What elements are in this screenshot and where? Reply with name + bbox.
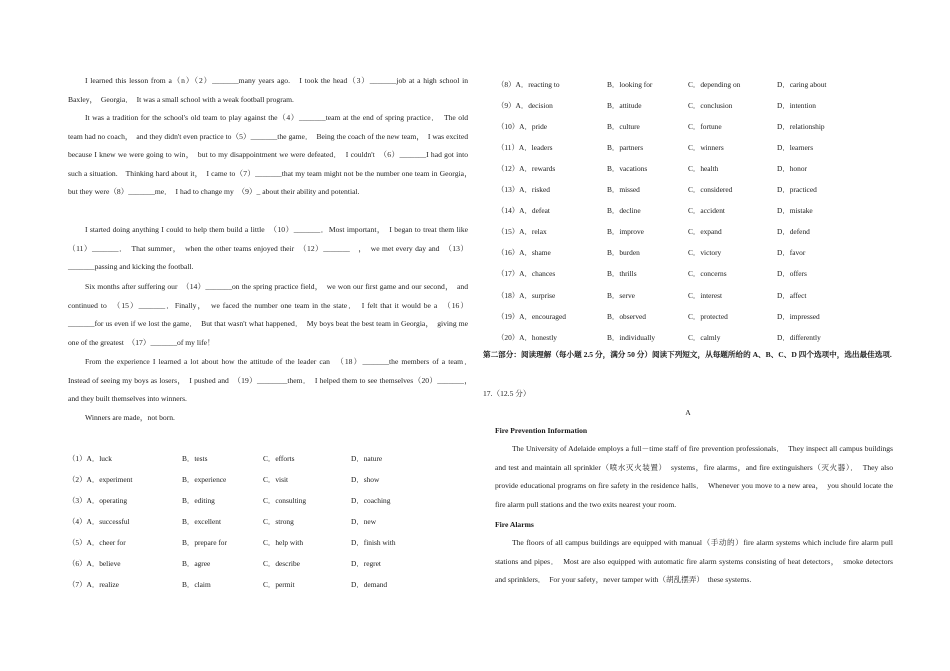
option-b[interactable]: B．thrills: [607, 269, 637, 278]
option-b[interactable]: B．vacations: [607, 164, 648, 173]
option-b[interactable]: B．excellent: [182, 517, 221, 526]
passage-paragraph-1: I learned this lesson from a（n）（2）_______many years ago. I took the head（3）_______job at a high school in Baxley， Georgia． It was a small school with a weak football program.: [68, 76, 468, 104]
option-b[interactable]: B．partners: [607, 143, 644, 152]
passage-paragraph-2: It was a tradition for the school's old team to play against the（4）_______team at the end of spring practice． The old team had no coach， and they didn't even practice to（5）_______the game． Being the coach of the new team， I was excited because I knew we were going to win， but to my disappointment we were defeated． I couldn't （6）_______I had got into such a situation. Thinking hard about it， I came to（7）_______that my team might not be the number one team in Georgia， but they were（8）_______me． I had to change my （9）_ about their ability and potential.: [68, 113, 476, 197]
option-c[interactable]: C．interest: [688, 291, 723, 300]
option-a[interactable]: （6）A．believe: [68, 559, 121, 568]
option-d[interactable]: D．coaching: [351, 496, 391, 505]
option-a[interactable]: （19）A．encouraged: [497, 312, 566, 321]
option-b[interactable]: B．missed: [607, 185, 640, 194]
option-b[interactable]: B．claim: [182, 580, 211, 589]
option-d[interactable]: D．learners: [777, 143, 814, 152]
option-d[interactable]: D．favor: [777, 248, 806, 257]
option-d[interactable]: D．demand: [351, 580, 388, 589]
option-d[interactable]: D．new: [351, 517, 377, 526]
fire-prevention-paragraph: The University of Adelaide employs a full－time staff of fire prevention professionals． They inspect all campus buildings and test and maintain all sprinkler（喷水灭火装置） systems，fire alarms，and fire extinguishers（灭火器）． They also provide educational programs on fire safety in the residence halls． Whenever you move to a new area， you should locate the fire alarm pull stations and the two exits nearest your room.: [495, 444, 893, 509]
option-a[interactable]: （11）A．leaders: [497, 143, 553, 152]
option-d[interactable]: D．relationship: [777, 122, 825, 131]
option-d[interactable]: D．intention: [777, 101, 817, 110]
option-a[interactable]: （7）A．realize: [68, 580, 119, 589]
option-d[interactable]: D．regret: [351, 559, 381, 568]
option-b[interactable]: B．improve: [607, 227, 644, 236]
option-c[interactable]: C．accident: [688, 206, 725, 215]
option-d[interactable]: D．caring about: [777, 80, 827, 89]
option-a[interactable]: （1）A．luck: [68, 454, 112, 463]
fire-alarms-paragraph: The floors of all campus buildings are equipped with manual（手动的）fire alarm systems which include fire alarm pull stations and pipes． Most are also equipped with automatic fire alarm systems consisting of heat detectors， smoke detectors and sprinklers． For your safety，never tamper with（胡乱摆弄） these systems.: [495, 538, 893, 585]
option-b[interactable]: B．prepare for: [182, 538, 227, 547]
passage-paragraph-3: I started doing anything I could to help them build a little （10）_______．Most important， I began to treat them like （11）_______． That summer， when the other teams enjoyed their （12）_______ ， we met every day and （13）_______passing and kicking the football.: [68, 225, 476, 272]
option-a[interactable]: （8）A．reacting to: [497, 80, 560, 89]
option-c[interactable]: C．permit: [263, 580, 295, 589]
option-b[interactable]: B．editing: [182, 496, 215, 505]
option-d[interactable]: D．offers: [777, 269, 807, 278]
option-a[interactable]: （2）A．experiment: [68, 475, 133, 484]
option-b[interactable]: B．looking for: [607, 80, 653, 89]
passage-closing-line: Winners are made，not born.: [85, 413, 175, 422]
option-a[interactable]: （12）A．rewards: [497, 164, 556, 173]
option-c[interactable]: C．strong: [263, 517, 294, 526]
option-c[interactable]: C．health: [688, 164, 719, 173]
option-a[interactable]: （20）A．honestly: [497, 333, 557, 342]
option-a[interactable]: （17）A．chances: [497, 269, 556, 278]
option-d[interactable]: D．affect: [777, 291, 807, 300]
option-d[interactable]: D．practiced: [777, 185, 817, 194]
option-c[interactable]: C．conclusion: [688, 101, 733, 110]
passage-paragraph-5: From the experience I learned a lot about how the attitude of the leader can （18）_______the members of a team． Instead of seeing my boys as losers， I pushed and （19）________them． I helped them to see themselves（20）_______， and they built themselves into winners.: [68, 357, 476, 404]
option-a[interactable]: （10）A．pride: [497, 122, 548, 131]
option-c[interactable]: C．help with: [263, 538, 304, 547]
option-c[interactable]: C．describe: [263, 559, 300, 568]
heading-fire-alarms: Fire Alarms: [495, 520, 534, 529]
option-d[interactable]: D．differently: [777, 333, 821, 342]
option-b[interactable]: B．individually: [607, 333, 656, 342]
option-d[interactable]: D．honor: [777, 164, 807, 173]
option-a[interactable]: （15）A．relax: [497, 227, 547, 236]
passage-paragraph-4: Six months after suffering our （14）_______on the spring practice field， we won our first game and our second， and continued to （15）_______．Finally， we faced the number one team in the state． I felt that it would be a （16）_______for us even if we lost the game． But that wasn't what happened． My boys beat the best team in Georgia， giving me one of the greatest （17）_______of my life！: [68, 282, 468, 347]
option-a[interactable]: （18）A．surprise: [497, 291, 556, 300]
question-number: 17.（12.5 分）: [483, 389, 531, 398]
option-b[interactable]: B．tests: [182, 454, 208, 463]
heading-fire-prevention: Fire Prevention Information: [495, 426, 588, 435]
option-c[interactable]: C．visit: [263, 475, 289, 484]
section-2-instructions: 第二部分：阅读理解（每小题 2.5 分，满分 50 分）阅读下列短文，从每题所给的 A、B、C、D 四个选项中，选出最佳选项.: [483, 350, 892, 359]
option-b[interactable]: B．burden: [607, 248, 640, 257]
option-c[interactable]: C．fortune: [688, 122, 722, 131]
option-d[interactable]: D．impressed: [777, 312, 820, 321]
option-b[interactable]: B．observed: [607, 312, 646, 321]
option-b[interactable]: B．experience: [182, 475, 227, 484]
option-d[interactable]: D．defend: [777, 227, 810, 236]
option-c[interactable]: C．considered: [688, 185, 733, 194]
option-a[interactable]: （4）A．successful: [68, 517, 130, 526]
option-b[interactable]: B．serve: [607, 291, 635, 300]
option-a[interactable]: （3）A．operating: [68, 496, 128, 505]
option-b[interactable]: B．decline: [607, 206, 641, 215]
option-a[interactable]: （5）A．cheer for: [68, 538, 126, 547]
option-c[interactable]: C．consulting: [263, 496, 307, 505]
option-a[interactable]: （13）A．risked: [497, 185, 550, 194]
option-c[interactable]: C．efforts: [263, 454, 295, 463]
passage-letter: A: [685, 408, 691, 417]
option-c[interactable]: C．calmly: [688, 333, 721, 342]
option-c[interactable]: C．expand: [688, 227, 722, 236]
option-b[interactable]: B．culture: [607, 122, 640, 131]
option-c[interactable]: C．depending on: [688, 80, 741, 89]
option-b[interactable]: B．attitude: [607, 101, 642, 110]
option-c[interactable]: C．concerns: [688, 269, 727, 278]
option-d[interactable]: D．mistake: [777, 206, 813, 215]
option-c[interactable]: C．winners: [688, 143, 724, 152]
option-d[interactable]: D．finish with: [351, 538, 396, 547]
option-a[interactable]: （14）A．defeat: [497, 206, 550, 215]
option-d[interactable]: D．show: [351, 475, 380, 484]
option-b[interactable]: B．agree: [182, 559, 211, 568]
option-d[interactable]: D．nature: [351, 454, 383, 463]
option-c[interactable]: C．victory: [688, 248, 722, 257]
option-a[interactable]: （9）A．decision: [497, 101, 553, 110]
option-c[interactable]: C．protected: [688, 312, 728, 321]
option-a[interactable]: （16）A．shame: [497, 248, 551, 257]
